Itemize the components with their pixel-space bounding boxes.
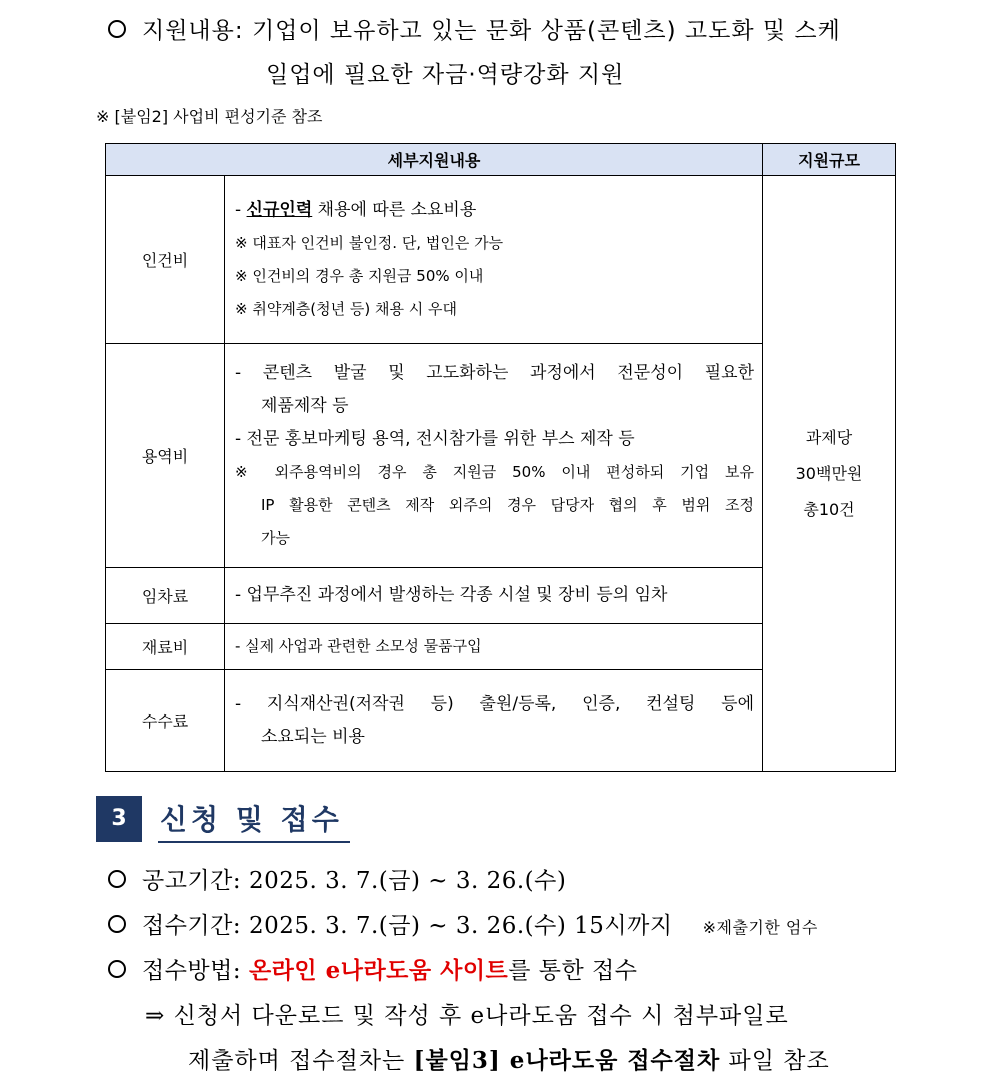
section-title: 신청 및 접수 xyxy=(160,803,343,836)
highlighted-term: 신규인력 xyxy=(246,199,313,220)
deadline-note: ※제출기한 엄수 xyxy=(702,918,818,937)
description-cell: - 콘텐츠 발굴 및 고도화하는 과정에서 전문성이 필요한 제품제작 등 - 전문 홍보마케팅 용역, 전시참가를 위한 부스 제작 등 ※ 외주용역비의 경우 총 지원금 50% 이내 편성하되 기업 보유 IP 활용한 콘텐츠 제작 외주의 경우 담당자 협의 후 범위 조정 가능 xyxy=(225,344,763,568)
description-cell: - 실제 사업과 관련한 소모성 물품구입 xyxy=(225,624,763,670)
category-cell: 용역비 xyxy=(106,344,225,568)
table-row xyxy=(106,176,896,344)
table-header-row xyxy=(106,144,896,176)
reference-note: ※ [붙임2] 사업비 편성기준 참조 xyxy=(96,107,323,126)
bullet-circle-icon xyxy=(108,870,126,888)
arrow-instruction-line-2: 제출하며 접수절차는 [붙임3] e나라도움 접수절차 파일 참조 xyxy=(188,1047,830,1074)
category-cell: 임차료 xyxy=(106,568,225,624)
bullet-circle-icon xyxy=(108,915,126,933)
description-cell: - 지식재산권(저작권 등) 출원/등록, 인증, 컨설팅 등에 소요되는 비용 xyxy=(225,670,763,772)
bullet-circle-icon xyxy=(108,20,126,38)
bullet-circle-icon xyxy=(108,960,126,978)
category-cell: 인건비 xyxy=(106,176,225,344)
receipt-period-line: 접수기간: 2025. 3. 7.(금) ~ 3. 26.(수) 15시까지 ※제출기한 엄수 xyxy=(108,907,818,940)
receipt-method-line: 접수방법: 온라인 e나라도움 사이트를 통한 접수 xyxy=(108,952,637,985)
receipt-period-value: 2025. 3. 7.(금) ~ 3. 26.(수) 15시까지 xyxy=(248,913,673,939)
attachment-reference: [붙임3] e나라도움 접수절차 xyxy=(413,1047,721,1074)
support-detail-table xyxy=(105,143,896,772)
description-cell: - 신규인력 채용에 따른 소요비용 ※ 대표자 인건비 불인정. 단, 법인은 가능 ※ 인건비의 경우 총 지원금 50% 이내 ※ 취약계층(청년 등) 채용 시 우대 xyxy=(225,176,763,344)
support-label: 지원내용 xyxy=(142,18,235,44)
online-site-highlight: 온라인 e나라도움 사이트 xyxy=(248,957,509,984)
note-line: ※ 대표자 인건비 불인정. 단, 법인은 가능 xyxy=(235,233,504,252)
support-text: 기업이 보유하고 있는 문화 상품(콘텐츠) 고도화 및 스케 xyxy=(251,18,841,44)
arrow-instruction-line: ⇒ 신청서 다운로드 및 작성 후 e나라도움 접수 시 첨부파일로 xyxy=(145,1003,789,1029)
support-content-line: 지원내용: 기업이 보유하고 있는 문화 상품(콘텐츠) 고도화 및 스케 xyxy=(108,12,841,45)
scale-cell: 과제당 30백만원 총10건 xyxy=(763,176,896,772)
announce-period-value: 2025. 3. 7.(금) ~ 3. 26.(수) xyxy=(248,868,567,894)
header-detail: 세부지원내용 xyxy=(106,144,763,176)
announce-period-line: 공고기간: 2025. 3. 7.(금) ~ 3. 26.(수) xyxy=(108,862,566,895)
category-cell: 재료비 xyxy=(106,624,225,670)
header-scale: 지원규모 xyxy=(763,144,896,176)
section-underline xyxy=(158,841,350,843)
note-line: ※ 취약계층(청년 등) 채용 시 우대 xyxy=(235,299,457,318)
note-line: ※ 인건비의 경우 총 지원금 50% 이내 xyxy=(235,266,484,285)
category-cell: 수수료 xyxy=(106,670,225,772)
support-text-continued: 일업에 필요한 자금·역량강화 지원 xyxy=(266,62,625,88)
description-cell: - 업무추진 과정에서 발생하는 각종 시설 및 장비 등의 임차 xyxy=(225,568,763,624)
section-number: 3 xyxy=(96,796,142,842)
